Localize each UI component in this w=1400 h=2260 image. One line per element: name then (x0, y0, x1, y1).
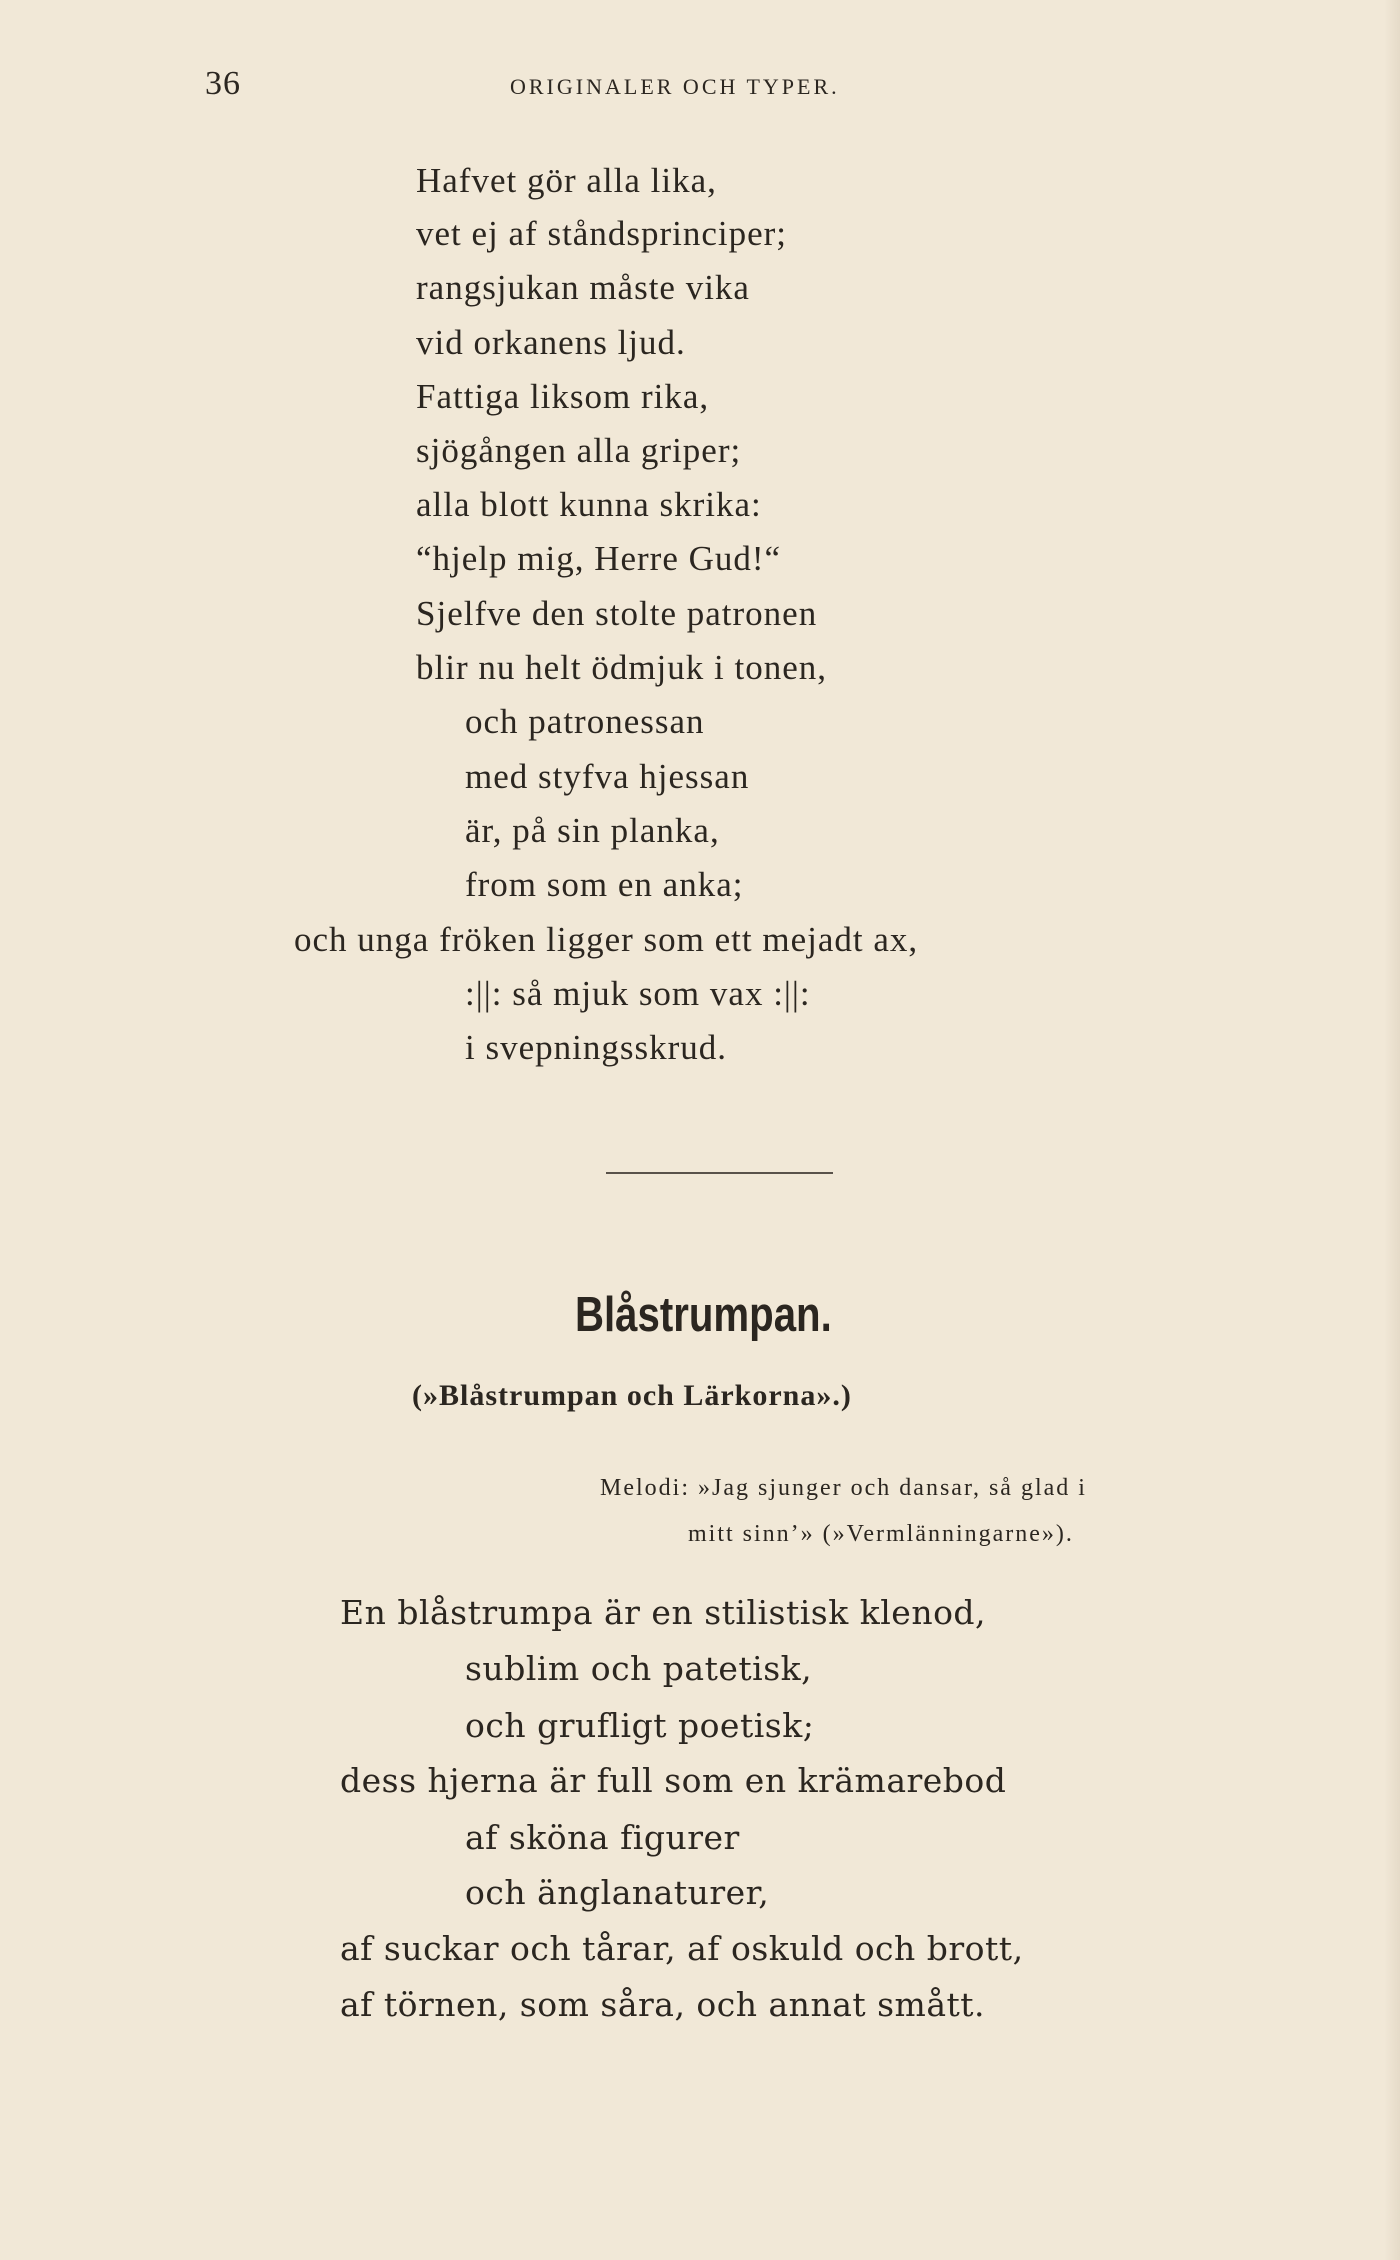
poem-line: Sjelfve den stolte patronen (416, 594, 818, 633)
melody-note-line-2: mitt sinn’» (»Vermlänningarne»). (688, 1521, 1074, 1547)
poem-line: Fattiga liksom rika, (416, 377, 710, 416)
section-subtitle: (»Blåstrumpan och Lärkorna».) (412, 1379, 852, 1412)
poem-line: är, på sin planka, (465, 811, 720, 850)
poem-line: och unga fröken ligger som ett mejadt ax, (294, 920, 919, 959)
section-title: Blåstrumpan. (575, 1288, 832, 1342)
poem-line: “hjelp mig, Herre Gud!“ (416, 539, 782, 578)
poem-line: af suckar och tårar, af oskuld och brott, (340, 1929, 1024, 1968)
poem-line: vet ej af ståndsprinciper; (416, 214, 788, 253)
poem-line: och patronessan (465, 702, 705, 741)
poem-line: dess hjerna är full som en krämarebod (340, 1761, 1007, 1800)
poem-line: och änglanaturer, (465, 1873, 770, 1912)
poem-line: af törnen, som såra, och annat smått. (340, 1985, 986, 2024)
poem-line: i svepningsskrud. (465, 1028, 727, 1067)
poem-line: En blåstrumpa är en stilistisk klenod, (340, 1593, 987, 1632)
poem-line: af sköna figurer (465, 1818, 740, 1857)
poem-line: Hafvet gör alla lika, (416, 161, 717, 200)
poem-line: :||: så mjuk som vax :||: (465, 974, 811, 1013)
page-edge-shadow (1384, 0, 1400, 2260)
page-number: 36 (205, 65, 241, 102)
running-title: ORIGINALER OCH TYPER. (510, 74, 840, 99)
poem-line: vid orkanens ljud. (416, 323, 686, 362)
poem-line: from som en anka; (465, 865, 744, 904)
melody-note-line-1: Melodi: »Jag sjunger och dansar, så glad i (600, 1475, 1087, 1501)
poem-line: med styfva hjessan (465, 757, 750, 796)
section-divider (606, 1172, 833, 1174)
poem-line: och grufligt poetisk; (465, 1706, 815, 1745)
poem-line: alla blott kunna skrika: (416, 485, 762, 524)
poem-line: blir nu helt ödmjuk i tonen, (416, 648, 828, 687)
poem-line: rangsjukan måste vika (416, 268, 750, 307)
poem-line: sjögången alla griper; (416, 431, 742, 470)
poem-line: sublim och patetisk, (465, 1649, 813, 1688)
